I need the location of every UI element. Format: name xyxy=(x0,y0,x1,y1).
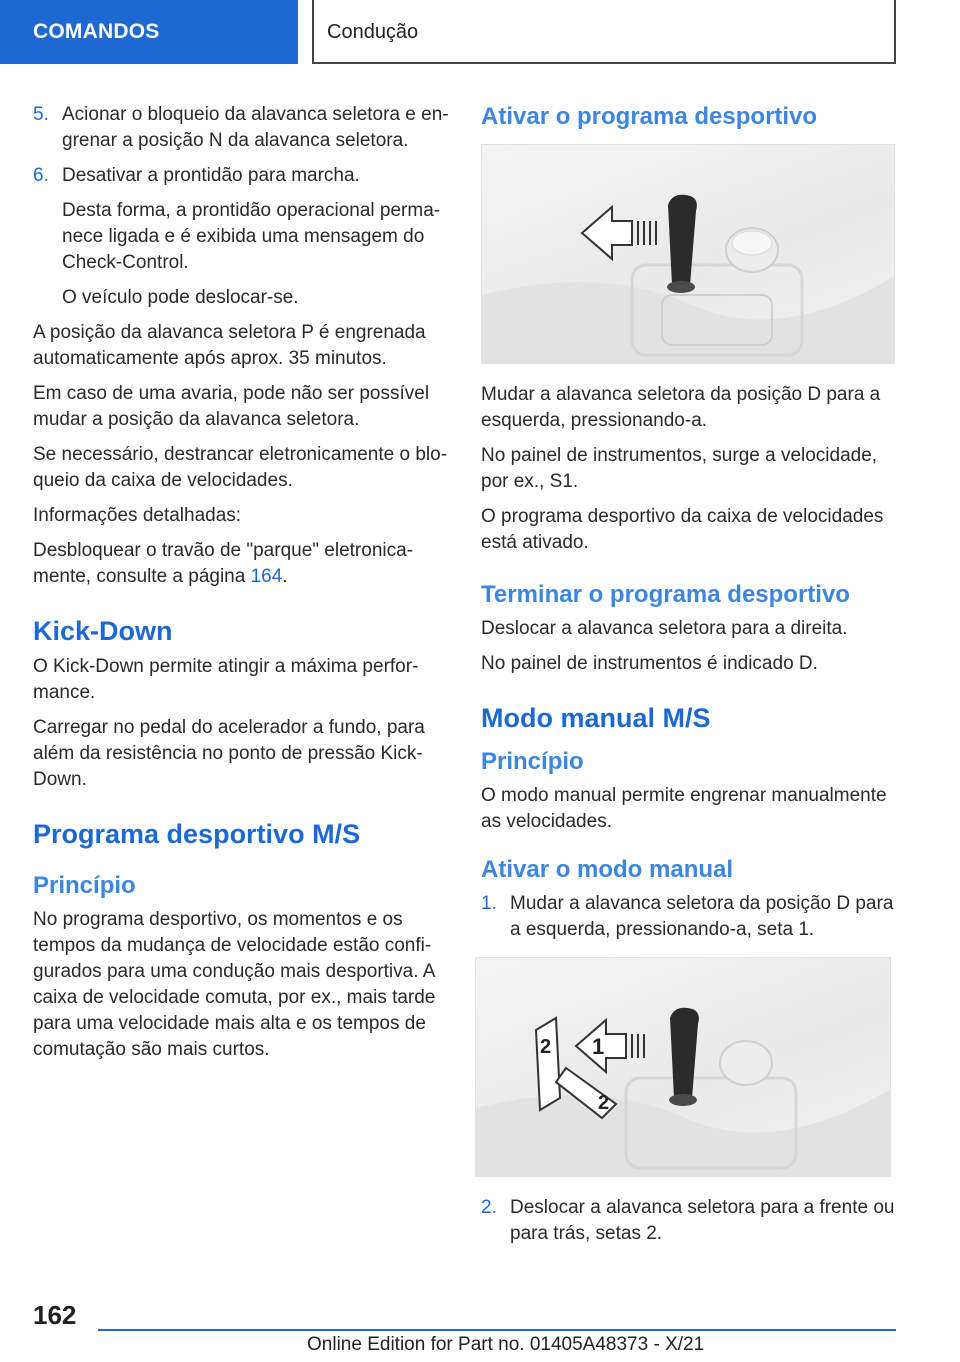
page-link[interactable]: 164 xyxy=(250,566,283,587)
chapter-tab: Condução xyxy=(312,0,896,64)
gear-selector-illustration xyxy=(482,145,895,364)
paragraph: No painel de instrumentos, surge a velocidade, por ex., S1. xyxy=(481,445,878,492)
right-column xyxy=(481,102,897,1256)
list-item xyxy=(481,891,897,943)
gear-selector-figure-1 xyxy=(481,144,895,364)
heading-principle: Princípio xyxy=(33,872,136,899)
paragraph-with-link xyxy=(33,538,449,590)
paragraph: Mudar a alavanca seletora da posição D para a esquerda, pressionando-a. xyxy=(481,384,881,431)
footer-divider xyxy=(98,1329,896,1331)
arrow-label-2: 2 xyxy=(598,1092,610,1114)
paragraph: Deslocar a alavanca seletora para a direita. xyxy=(481,618,848,639)
paragraph: No painel de instrumentos é indicado D. xyxy=(481,653,818,674)
step-detail: O veículo pode deslocar-se. xyxy=(62,287,299,308)
step-number: 1. xyxy=(481,893,497,914)
step-number: 2. xyxy=(481,1197,497,1218)
section-tab: COMANDOS xyxy=(0,0,298,64)
paragraph: Em caso de uma avaria, pode não ser possível mudar a posição da alavanca seletora. xyxy=(33,383,430,430)
paragraph: Informações detalhadas: xyxy=(33,505,242,526)
step-text: Acionar o bloqueio da alavanca seletora e engrenar a posição N da alavanca seletora. xyxy=(62,104,449,151)
gear-selector-figure-2 xyxy=(475,957,891,1177)
page-number: 162 xyxy=(33,1300,77,1330)
paragraph: Se necessário, destrancar eletronicamente o bloqueio da caixa de velocidades. xyxy=(33,444,448,491)
step-number: 5. xyxy=(33,104,49,125)
heading-activate-manual: Ativar o modo manual xyxy=(481,856,734,883)
paragraph-end: . xyxy=(282,566,288,587)
heading-kickdown: Kick-Down xyxy=(33,616,173,646)
step-text: Mudar a alavanca seletora da posição D para a esquerda, pressionando-a, seta 1. xyxy=(510,893,894,940)
heading-activate-sport: Ativar o programa desportivo xyxy=(481,103,818,130)
heading-manual-mode: Modo manual M/S xyxy=(481,703,711,733)
step-number: 6. xyxy=(33,165,49,186)
gear-selector-arrows-illustration xyxy=(476,958,891,1177)
paragraph: O Kick-Down permite atingir a máxima performance. xyxy=(33,656,419,703)
arrow-label-2: 2 xyxy=(540,1036,552,1058)
step-detail: Desta forma, a prontidão operacional permanece ligada e é exibida uma mensagem do Check-Control. xyxy=(62,200,441,273)
paragraph-text: Desbloquear o travão de "parque" eletronicamente, consulte a página xyxy=(33,540,414,587)
footer-edition: Online Edition for Part no. 01405A48373 - X/21 xyxy=(307,1334,705,1355)
heading-manual-principle: Princípio xyxy=(481,748,584,775)
paragraph: O programa desportivo da caixa de velocidades está ativado. xyxy=(481,506,884,553)
list-item xyxy=(33,163,449,189)
step-text: Deslocar a alavanca seletora para a frente ou para trás, setas 2. xyxy=(510,1197,895,1244)
list-item xyxy=(33,102,449,154)
paragraph: Carregar no pedal do acelerador a fundo, para além da resistência no ponto de pressão Kick-Down. xyxy=(33,717,425,790)
paragraph: A posição da alavanca seletora P é engrenada automaticamente após aprox. 35 minutos. xyxy=(33,322,426,369)
paragraph: No programa desportivo, os momentos e os tempos da mudança de velocidade estão configurados para uma condução mais desportiva. A caixa de velocidade comuta, por ex., mais tarde para uma velocidade mais alta e os tempos de comutação são mais curtos. xyxy=(33,909,436,1060)
left-column xyxy=(33,102,449,1072)
heading-end-sport: Terminar o programa desportivo xyxy=(481,581,850,608)
arrow-label-1: 1 xyxy=(592,1034,605,1059)
list-item xyxy=(481,1195,897,1247)
step-text: Desativar a prontidão para marcha. xyxy=(62,165,360,186)
paragraph: O modo manual permite engrenar manualmente as velocidades. xyxy=(481,785,887,832)
heading-sport-program: Programa desportivo M/S xyxy=(33,819,361,849)
